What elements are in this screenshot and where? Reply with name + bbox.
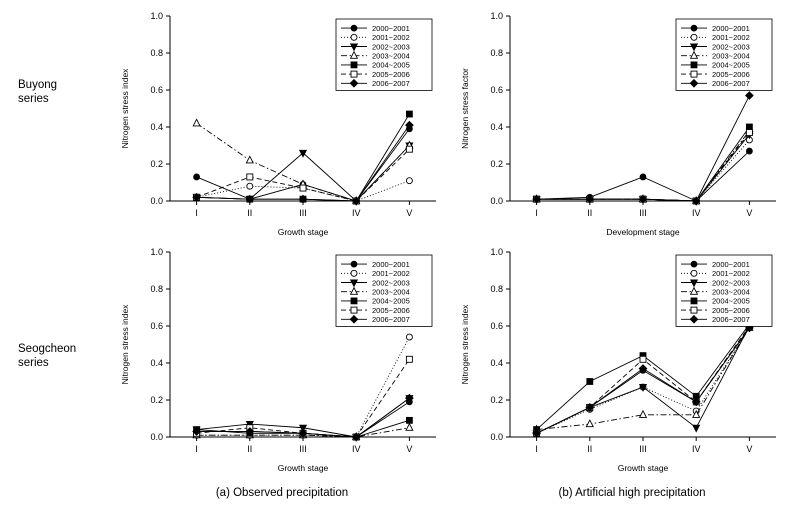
data-point-open-square (300, 185, 306, 191)
series-2005~2006 (534, 323, 753, 436)
data-point-open-square (691, 307, 697, 313)
legend-label: 2004~2005 (712, 296, 750, 306)
data-point-filled-triangle-down (693, 425, 700, 432)
legend-label: 2003~2004 (372, 51, 410, 61)
y-tick-label: 0.6 (490, 321, 503, 332)
data-point-open-square (247, 174, 253, 180)
data-point-filled-circle (194, 174, 200, 180)
data-point-open-circle (691, 270, 697, 276)
legend-label: 2001~2002 (372, 269, 410, 279)
x-tick-label: IV (691, 208, 701, 218)
y-tick-label: 1.0 (490, 247, 503, 258)
y-tick-label: 1.0 (150, 247, 163, 258)
legend-label: 2001~2002 (712, 269, 750, 279)
series-line (537, 127, 750, 201)
x-tick-label: III (299, 208, 307, 218)
caption-a: (a) Observed precipitation (215, 487, 349, 499)
y-tick-label: 0.8 (150, 48, 163, 59)
x-tick-label: IV (351, 208, 361, 218)
data-point-filled-circle (351, 261, 357, 267)
data-point-open-square (351, 307, 357, 313)
series-2000~2001 (194, 126, 413, 204)
legend-label: 2004~2005 (372, 60, 410, 70)
data-point-open-triangle-up (406, 424, 413, 431)
data-point-filled-circle (691, 25, 697, 31)
y-tick-label: 0.2 (150, 395, 163, 406)
y-tick-label: 0.8 (150, 284, 163, 295)
legend-label: 2000~2001 (372, 259, 410, 269)
legend-label: 2006~2007 (712, 79, 750, 89)
data-point-open-circle (247, 183, 253, 189)
y-tick-label: 0.6 (150, 321, 163, 332)
y-tick-label: 0.4 (150, 122, 163, 133)
data-point-open-triangle-up (640, 411, 647, 418)
y-tick-label: 0.2 (150, 159, 163, 170)
data-point-filled-triangle-down (300, 150, 307, 157)
x-tick-label: IV (691, 444, 701, 454)
series-2002~2003 (533, 323, 753, 437)
series-2004~2005 (534, 124, 753, 204)
legend-label: 2001~2002 (372, 33, 410, 43)
legend-label: 2006~2007 (372, 315, 410, 325)
legend-label: 2000~2001 (712, 259, 750, 269)
chart-buyong-artificial (452, 4, 788, 247)
series-line (537, 96, 750, 201)
series-line (537, 131, 750, 201)
series-line (537, 133, 750, 201)
y-tick-label: 0.4 (490, 358, 503, 369)
data-point-open-triangle-up (193, 119, 200, 126)
series-2001~2002 (534, 137, 753, 204)
y-tick-label: 0.4 (150, 358, 163, 369)
y-axis-title: Nitrogen stress factor (460, 68, 470, 149)
y-axis-title: Nitrogen stress index (120, 68, 130, 149)
y-tick-label: 0.8 (490, 48, 503, 59)
row-label-seogcheon-line2: series (18, 357, 49, 369)
chart-seogcheon-observed (112, 240, 448, 483)
row-label-buyong-line1: Buyong (18, 79, 58, 91)
x-tick-label: I (195, 444, 198, 454)
y-tick-label: 0.2 (490, 395, 503, 406)
legend (676, 19, 772, 90)
caption-b: (b) Artificial high precipitation (558, 487, 706, 499)
data-point-open-circle (351, 270, 357, 276)
legend-label: 2001~2002 (712, 33, 750, 43)
series-line (537, 134, 750, 201)
data-point-filled-square (351, 62, 357, 68)
x-tick-label: III (639, 444, 647, 454)
series-2006~2007 (193, 121, 413, 204)
chart-svg-seogcheon-observed (112, 240, 448, 483)
legend-label: 2002~2003 (712, 42, 750, 52)
data-point-open-square (640, 356, 646, 362)
x-tick-label: I (535, 208, 538, 218)
series-line (537, 140, 750, 201)
data-point-filled-square (406, 111, 412, 117)
series-2000~2001 (534, 325, 753, 436)
legend-label: 2004~2005 (372, 296, 410, 306)
y-tick-label: 0.6 (490, 85, 503, 96)
series-2003~2004 (533, 324, 753, 432)
data-point-filled-circle (746, 148, 752, 154)
y-tick-label: 1.0 (150, 11, 163, 22)
legend-label: 2006~2007 (372, 79, 410, 89)
data-point-open-square (691, 71, 697, 77)
legend-label: 2000~2001 (712, 23, 750, 33)
chart-svg-seogcheon-artificial (452, 240, 788, 483)
y-axis-title: Nitrogen stress index (460, 304, 470, 385)
series-2003~2004 (533, 127, 753, 204)
legend (676, 255, 772, 326)
x-tick-label: II (587, 444, 593, 454)
y-tick-label: 0.0 (150, 196, 163, 207)
legend-label: 2002~2003 (372, 278, 410, 288)
y-tick-label: 0.6 (150, 85, 163, 96)
data-point-open-square (351, 71, 357, 77)
x-tick-label: V (746, 208, 753, 218)
data-point-open-circle (691, 34, 697, 40)
data-point-filled-circle (640, 174, 646, 180)
y-tick-label: 1.0 (490, 11, 503, 22)
y-axis-title: Nitrogen stress index (120, 304, 130, 385)
x-tick-label: III (299, 444, 307, 454)
row-label-buyong (18, 78, 104, 106)
legend-label: 2003~2004 (712, 51, 750, 61)
legend-label: 2004~2005 (712, 60, 750, 70)
data-point-filled-circle (351, 25, 357, 31)
data-point-filled-square (351, 298, 357, 304)
chart-svg-buyong-artificial (452, 4, 788, 247)
data-point-filled-square (406, 417, 412, 423)
y-tick-label: 0.2 (490, 159, 503, 170)
data-point-open-circle (406, 334, 412, 340)
data-point-open-square (406, 146, 412, 152)
legend-label: 2005~2006 (712, 69, 750, 79)
y-tick-label: 0.0 (490, 196, 503, 207)
series-2001~2002 (194, 334, 413, 440)
x-axis-title: Growth stage (277, 227, 329, 237)
data-point-open-circle (406, 178, 412, 184)
legend (336, 19, 432, 90)
legend-label: 2002~2003 (712, 278, 750, 288)
y-tick-label: 0.8 (490, 284, 503, 295)
x-axis-title: Development stage (606, 227, 680, 237)
row-label-seogcheon (18, 342, 114, 370)
series-2006~2007 (533, 324, 753, 437)
data-point-filled-square (691, 62, 697, 68)
legend-label: 2005~2006 (712, 305, 750, 315)
x-tick-label: V (406, 444, 413, 454)
series-2001~2002 (534, 325, 753, 436)
legend-label: 2006~2007 (712, 315, 750, 325)
legend-label: 2000~2001 (372, 23, 410, 33)
y-tick-label: 0.0 (150, 432, 163, 443)
data-point-filled-diamond (746, 92, 754, 100)
legend-label: 2005~2006 (372, 69, 410, 79)
chart-seogcheon-artificial (452, 240, 788, 483)
legend-label: 2002~2003 (372, 42, 410, 52)
x-axis-title: Growth stage (617, 463, 669, 473)
y-tick-label: 0.4 (490, 122, 503, 133)
data-point-filled-square (587, 379, 593, 385)
x-tick-label: V (746, 444, 753, 454)
legend-label: 2003~2004 (712, 287, 750, 297)
legend-label: 2003~2004 (372, 287, 410, 297)
y-tick-label: 0.0 (490, 432, 503, 443)
row-label-buyong-line2: series (18, 93, 49, 105)
x-tick-label: I (535, 444, 538, 454)
x-tick-label: II (587, 208, 593, 218)
x-tick-label: II (247, 208, 253, 218)
data-point-open-triangle-up (246, 156, 253, 163)
data-point-open-square (746, 130, 752, 136)
x-tick-label: I (195, 208, 198, 218)
data-point-open-square (406, 356, 412, 362)
x-tick-label: V (406, 208, 413, 218)
legend-label: 2005~2006 (372, 305, 410, 315)
row-label-seogcheon-line1: Seogcheon (18, 343, 77, 355)
data-point-filled-square (691, 298, 697, 304)
data-point-open-circle (351, 34, 357, 40)
x-tick-label: IV (351, 444, 361, 454)
x-axis-title: Growth stage (277, 463, 329, 473)
x-tick-label: III (639, 208, 647, 218)
series-2006~2007 (533, 92, 753, 205)
series-2005~2006 (534, 130, 753, 204)
chart-svg-buyong-observed (112, 4, 448, 247)
x-tick-label: II (247, 444, 253, 454)
data-point-filled-circle (691, 261, 697, 267)
legend (336, 255, 432, 326)
chart-buyong-observed (112, 4, 448, 247)
